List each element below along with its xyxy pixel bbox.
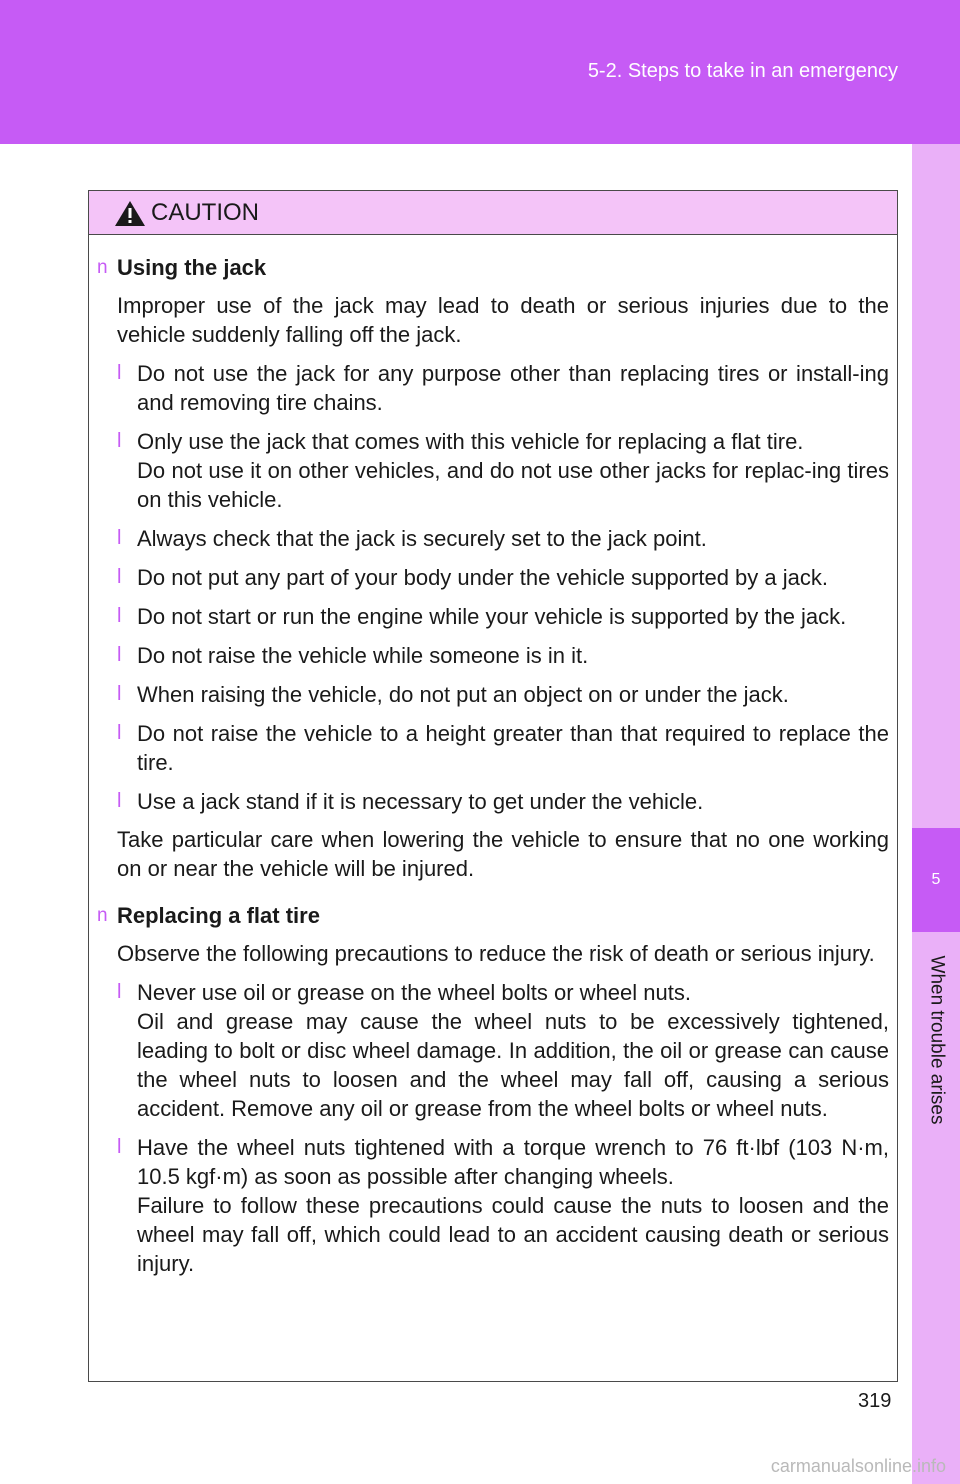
watermark: carmanualsonline.info (770, 1456, 946, 1476)
page-number: 319 (858, 1390, 892, 1412)
list-item: l Only use the jack that comes with this vehicle for replacing a flat tire. Do not use it on other vehicles, and do not use other jacks for replac-ing tires on this vehicle. (117, 429, 889, 512)
list-item: l Do not raise the vehicle while someone is in it. (117, 643, 589, 668)
chapter-label-text: When trouble arises (926, 955, 947, 1125)
section-outro: Take particular care when lowering the vehicle to ensure that no one working on or near the vehicle will be injured. (117, 827, 889, 881)
list-item: l Use a jack stand if it is necessary to get under the vehicle. (117, 789, 704, 814)
section-heading-using-jack: n Using the jack (97, 255, 267, 280)
list-item: l Have the wheel nuts tightened with a torque wrench to 76 ft·lbf (103 N·m, 10.5 kgf·m) as soon as possible after changing wheels. Failure to follow these precautions could cause the nuts to loosen and the wheel may fall off, which could lead to an accident causing death or serious injury. (117, 1135, 889, 1276)
page-header (0, 0, 960, 144)
chapter-number-tab: 5 (912, 828, 960, 932)
section-title: 5-2. Steps to take in an emergency (587, 60, 898, 82)
section-heading-replacing-tire: n Replacing a flat tire (97, 903, 320, 928)
section-intro: Improper use of the jack may lead to death or serious injuries due to the vehicle suddenly falling off the jack. (117, 293, 889, 347)
list-item: l Do not put any part of your body under the vehicle supported by a jack. (117, 565, 828, 590)
caution-box (88, 190, 898, 1382)
list-item: l Do not raise the vehicle to a height greater than that required to replace the tire. (117, 721, 889, 775)
caution-header (89, 191, 897, 235)
list-item: l When raising the vehicle, do not put an object on or under the jack. (117, 682, 789, 707)
chapter-side-strip (912, 144, 960, 1484)
section-marker: n (97, 257, 108, 278)
list-item: l Always check that the jack is securely set to the jack point. (117, 526, 707, 551)
warning-triangle-icon (113, 198, 147, 228)
list-item: l Do not use the jack for any purpose other than replacing tires or install-ing and removing tire chains. (117, 361, 889, 415)
caution-content (89, 235, 897, 1278)
caution-title: CAUTION (151, 198, 259, 226)
list-item: l Do not start or run the engine while your vehicle is supported by the jack. (117, 604, 847, 629)
section-intro: Observe the following precautions to reduce the risk of death or serious injury. (117, 941, 875, 966)
list-item: l Never use oil or grease on the wheel bolts or wheel nuts. Oil and grease may cause the wheel nuts to be excessively tightened, leading to bolt or disc wheel damage. In addition, the oil or grease can cause the wheel nuts to loosen and the wheel may fall off, causing a serious accident. Remove any oil or grease from the wheel bolts or wheel nuts. (117, 980, 889, 1121)
chapter-label (912, 940, 960, 1140)
section-marker: n (97, 905, 108, 926)
